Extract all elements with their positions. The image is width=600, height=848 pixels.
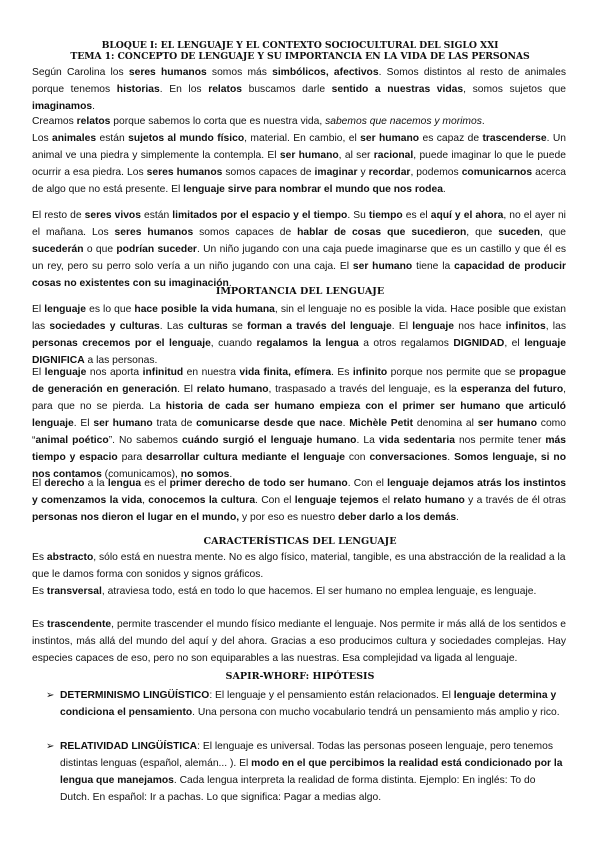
paragraph-derecho: El derecho a la lengua es el primer derecho de todo ser humano. Con el lenguaje dejamos atrás los instintos y comenzamos la vida, conocemos la cultura. Con el lenguaje tejemos el relato humano y a través de él otras personas nos dieron el lugar en el mundo, y por eso es nuestro deber darlo a los demás.: [32, 478, 566, 523]
paragraph-abstracto: Es abstracto, sólo está en nuestra mente. No es algo físico, material, tangible, es una abstracción de la realidad a la que le damos forma con sonidos y signos gráficos.: [32, 552, 566, 580]
arrow-bullet-icon: ➢: [46, 741, 55, 752]
bullet-determinismo: ➢ DETERMINISMO LINGÜÍSTICO: El lenguaje y el pensamiento están relacionados. El lenguaje determina y condiciona el pensamiento. Una persona con mucho vocabulario tendrá un pensamiento más amplio y rico.: [32, 687, 566, 721]
paragraph-trascendente: Es trascendente, permite trascender el mundo físico mediante el lenguaje. Nos permite ir más allá de los sentidos e instintos, más allá del mundo del aquí y del ahora. Gracias a eso producimos cultura y sociedades complejas. Hay especies capaces de eso, pero no son equiparables a las nuestras. Esa complejidad va ligada al lenguaje.: [32, 619, 566, 664]
paragraph-infinitud: El lenguaje nos aporta infinitud en nuestra vida finita, efímera. Es infinito porque nos permite que se propague de generación en generación. El relato humano, traspasado a través del lenguaje, es la esperanza del futuro, para que no se pierda. La historia de cada ser humano empieza con el primer ser humano que articuló lenguaje. El ser humano trata de comunicarse desde que nace. Michèle Petit denomina al ser humano como “animal poético”. No sabemos cuándo surgió el lenguaje humano. La vida sedentaria nos permite tener más tiempo y espacio para desarrollar cultura mediante el lenguaje con conversaciones. Somos lenguaje, si no nos contamos (comunicamos), no somos.: [32, 367, 566, 480]
block-title: BLOQUE I: EL LENGUAJE Y EL CONTEXTO SOCIOCULTURAL DEL SIGLO XXI: [101, 40, 499, 51]
section-heading-importancia: IMPORTANCIA DEL LENGUAJE: [215, 286, 385, 297]
paragraph-importancia: El lenguaje es lo que hace posible la vida humana, sin el lenguaje no es posible la vida. Hace posible que existan las sociedades y culturas. Las culturas se forman a través del lenguaje. El lenguaje nos hace infinitos, las personas crecemos por el lenguaje, cuando regalamos la lengua a otros regalamos DIGNIDAD, el lenguaje DIGNIFICA a las personas.: [32, 304, 566, 366]
bullet-relatividad: ➢ RELATIVIDAD LINGÜÍSTICA: El lenguaje es universal. Todas las personas poseen lenguaje, pero tenemos distintas lenguas (español, alemán... ). El modo en el que percibimos la realidad está condicionado por la lengua que manejamos. Cada lengua interpreta la realidad de forma distinta. Ejemplo: En inglés: To do Dutch. En español: Ir a pachas. Lo que significa: Pagar a medias algo.: [32, 738, 566, 806]
section-heading-caracteristicas: CARACTERÍSTICAS DEL LENGUAJE: [203, 536, 397, 547]
paragraph-animales: Los animales están sujetos al mundo físico, material. En cambio, el ser humano es capaz de trascenderse. Un animal ve una piedra y simplemente la contempla. El ser humano, al ser racional, puede imaginar lo que le puede ocurrir a esa piedra. Los seres humanos somos capaces de imaginar y recordar, podemos comunicarnos acerca de algo que no está presente. El lenguaje sirve para nombrar el mundo que nos rodea.: [32, 133, 567, 195]
paragraph-relatos: Creamos relatos porque sabemos lo corta que es nuestra vida, sabemos que nacemos y morimos.: [32, 116, 485, 127]
arrow-bullet-icon: ➢: [46, 690, 55, 701]
topic-title: TEMA 1: CONCEPTO DE LENGUAJE Y SU IMPORTANCIA EN LA VIDA DE LAS PERSONAS: [70, 51, 530, 62]
paragraph-transversal: Es transversal, atraviesa todo, está en todo lo que hacemos. El ser humano no emplea lenguaje, es lenguaje.: [32, 586, 537, 597]
paragraph-seres-vivos: El resto de seres vivos están limitados por el espacio y el tiempo. Su tiempo es el aquí y el ahora, no el ayer ni el mañana. Los seres humanos somos capaces de hablar de cosas que sucedieron, que suceden, que sucederán o que podrían suceder. Un niño jugando con una caja puede imaginarse que es un castillo y que él es un rey, pero su perro solo vería a un niño jugando con una caja. El ser humano tiene la capacidad de producir cosas no existentes con su imaginación.: [32, 210, 567, 289]
paragraph-intro: Según Carolina los seres humanos somos más simbólicos, afectivos. Somos distintos al resto de animales porque tenemos historias. En los relatos buscamos darle sentido a nuestras vidas, somos sujetos que imaginamos.: [32, 67, 566, 112]
section-heading-sapir-whorf: SAPIR-WHORF: HIPÓTESIS: [225, 671, 375, 682]
